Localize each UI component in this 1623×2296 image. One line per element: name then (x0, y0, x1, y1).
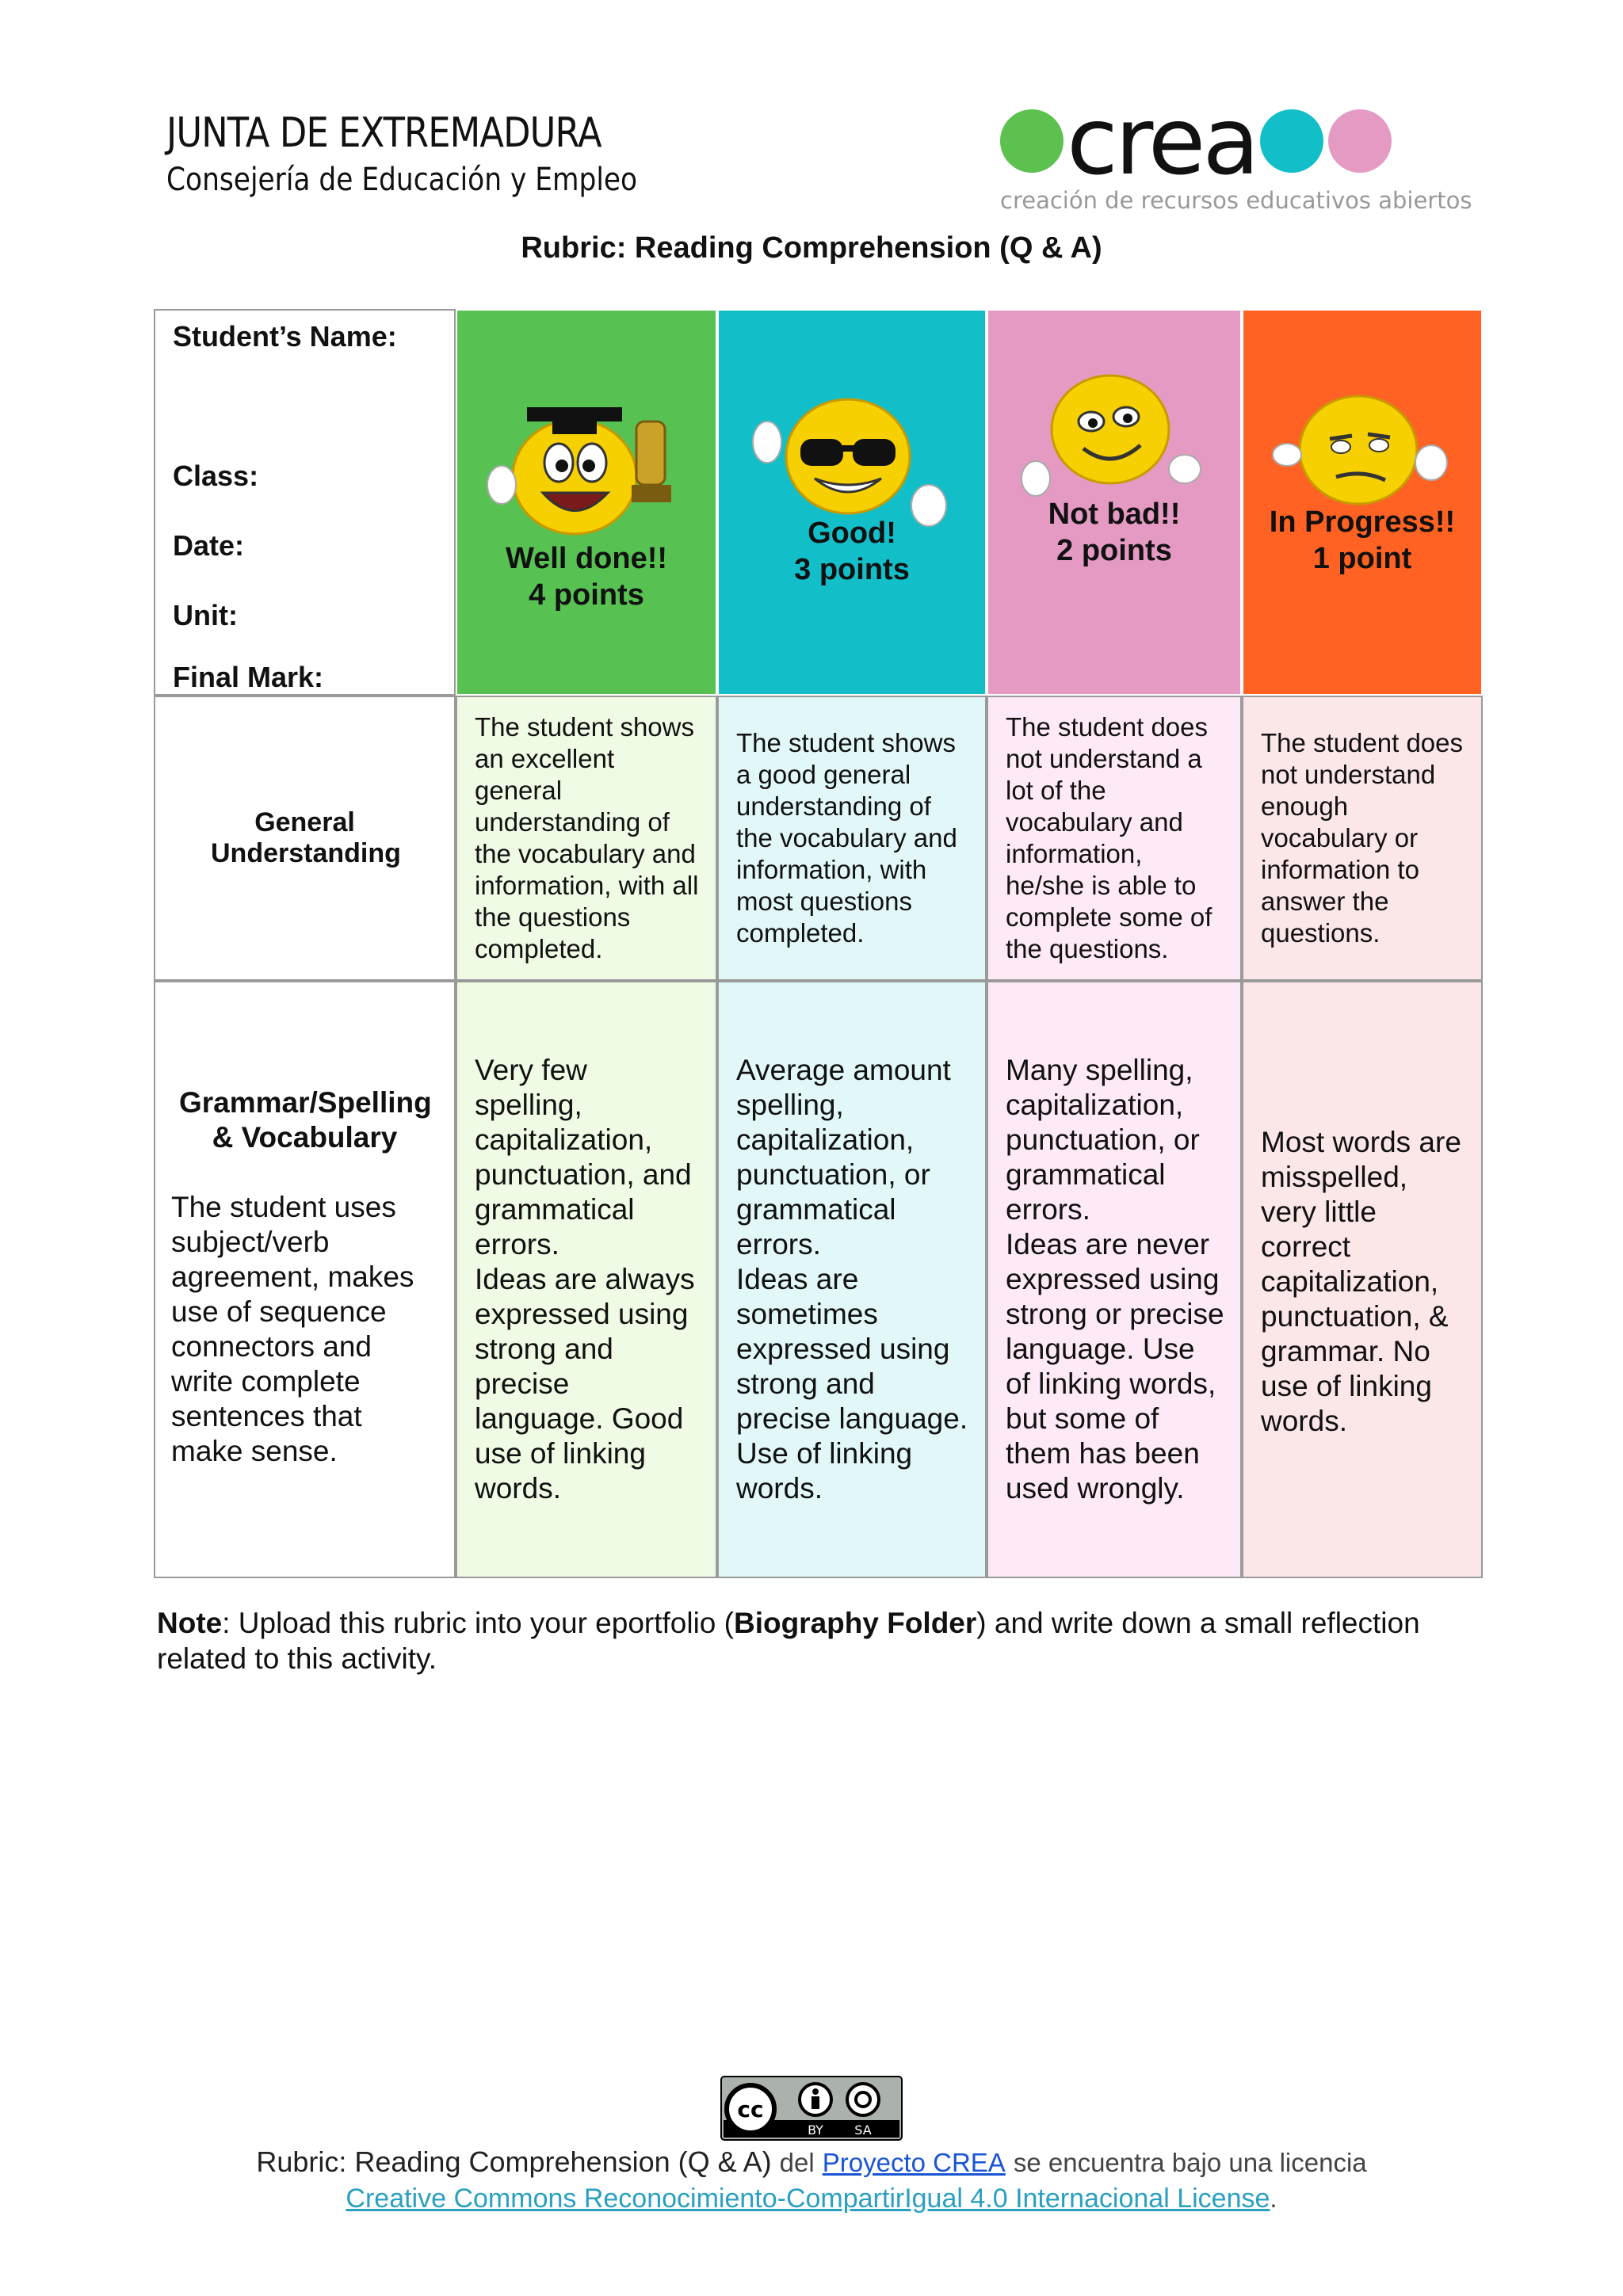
final-mark-label: Final Mark: (173, 661, 324, 693)
criterion-name: Grammar/Spelling & Vocabulary (179, 1086, 432, 1154)
level-header-good (717, 309, 987, 696)
note-folder: Biography Folder (733, 1607, 977, 1639)
unit-label: Unit: (173, 599, 238, 631)
level-name: Good! (808, 517, 896, 550)
badge-by: BY (808, 2122, 823, 2138)
level-name: In Progress!! (1269, 505, 1456, 539)
level-points: 4 points (529, 578, 644, 612)
description-cell: Very few spelling, capitalization, punctuation, and grammatical errors. Ideas are always expressed using strong and precise language. Good use of linking words. (456, 981, 717, 1578)
junta-logo (166, 109, 714, 198)
rubric-table (154, 309, 1483, 1578)
criterion-detail: The student uses subject/verb agreement, makes use of sequence connectors and write complete sentences that make sense. (171, 1191, 414, 1467)
badge-sa: SA (854, 2122, 872, 2138)
level-header-in-progress (1242, 309, 1483, 696)
description-cell: The student shows a good general understanding of the vocabulary and information, with most questions completed. (717, 696, 987, 981)
level-points: 1 point (1312, 542, 1412, 575)
document-title: Rubric: Reading Comprehension (Q & A) (521, 231, 1102, 265)
class-label: Class: (173, 460, 259, 492)
svg-text:cc: cc (737, 2096, 764, 2122)
project-crea-link[interactable]: Proyecto CREA (822, 2148, 1006, 2177)
description-cell: Many spelling, capitalization, punctuation, or grammatical errors. Ideas are never expressed using strong or precise language. Use of linking words, but some of them has been used wrongly. (987, 981, 1242, 1578)
green-dot-icon (1000, 109, 1064, 173)
description-cell: Average amount spelling, capitalization, punctuation, or grammatical errors. Ideas are sometimes expressed using strong and precise language. Use of linking words. (717, 981, 987, 1578)
criterion-general-understanding (154, 696, 456, 981)
level-name: Not bad!! (1048, 498, 1181, 531)
note-paragraph: Note: Upload this rubric into your eportfolio (Biography Folder) and write down a small reflection related to this activity. (157, 1607, 1420, 1675)
cc-by-sa-badge-icon (720, 2076, 903, 2141)
description-cell: Most words are misspelled, very little correct capitalization, punctuation, & grammar. No use of linking words. (1242, 981, 1483, 1578)
ok-hand-smiley-icon (1015, 366, 1213, 509)
description-cell: The student does not understand enough vocabulary or information to answer the questions. (1242, 696, 1483, 981)
level-header-well-done (456, 309, 717, 696)
junta-subtitle: Consejería de Educación y Empleo (166, 162, 638, 198)
crea-logo (1000, 86, 1472, 214)
description-cell: The student shows an excellent general understanding of the vocabulary and information, with all the questions completed. (456, 696, 717, 981)
footer (0, 2076, 1623, 2216)
cc-licence-link[interactable]: Creative Commons Reconocimiento-CompartirIgual 4.0 Internacional License (346, 2183, 1270, 2214)
note-label: Note (157, 1607, 223, 1639)
criterion-grammar-spelling-vocabulary (154, 981, 456, 1578)
licence-line: Rubric: Reading Comprehension (Q & A) del Proyecto CREA se encuentra bajo una licencia (256, 2145, 1367, 2178)
junta-title: JUNTA DE EXTREMADURA (166, 109, 601, 157)
description-cell: The student does not understand a lot of the vocabulary and information, he/she is able to complete some of the questions. (987, 696, 1242, 981)
criterion-name: General Understanding (211, 807, 401, 868)
level-header-not-bad (987, 309, 1242, 696)
graduate-trophy-smiley-icon (479, 390, 693, 540)
licence-link-line: Creative Commons Reconocimiento-CompartirIgual 4.0 Internacional License. (346, 2183, 1277, 2214)
crea-word: crea (1067, 86, 1257, 196)
level-points: 3 points (794, 553, 910, 586)
teal-dot-icon (1260, 109, 1323, 173)
level-name: Well done!! (505, 542, 668, 575)
pink-dot-icon (1328, 109, 1392, 173)
student-name-label: Student’s Name: (173, 320, 397, 353)
date-label: Date: (173, 529, 245, 562)
level-points: 2 points (1056, 534, 1172, 567)
crea-tagline: creación de recursos educativos abiertos (1000, 187, 1472, 214)
student-info-cell (154, 309, 456, 696)
